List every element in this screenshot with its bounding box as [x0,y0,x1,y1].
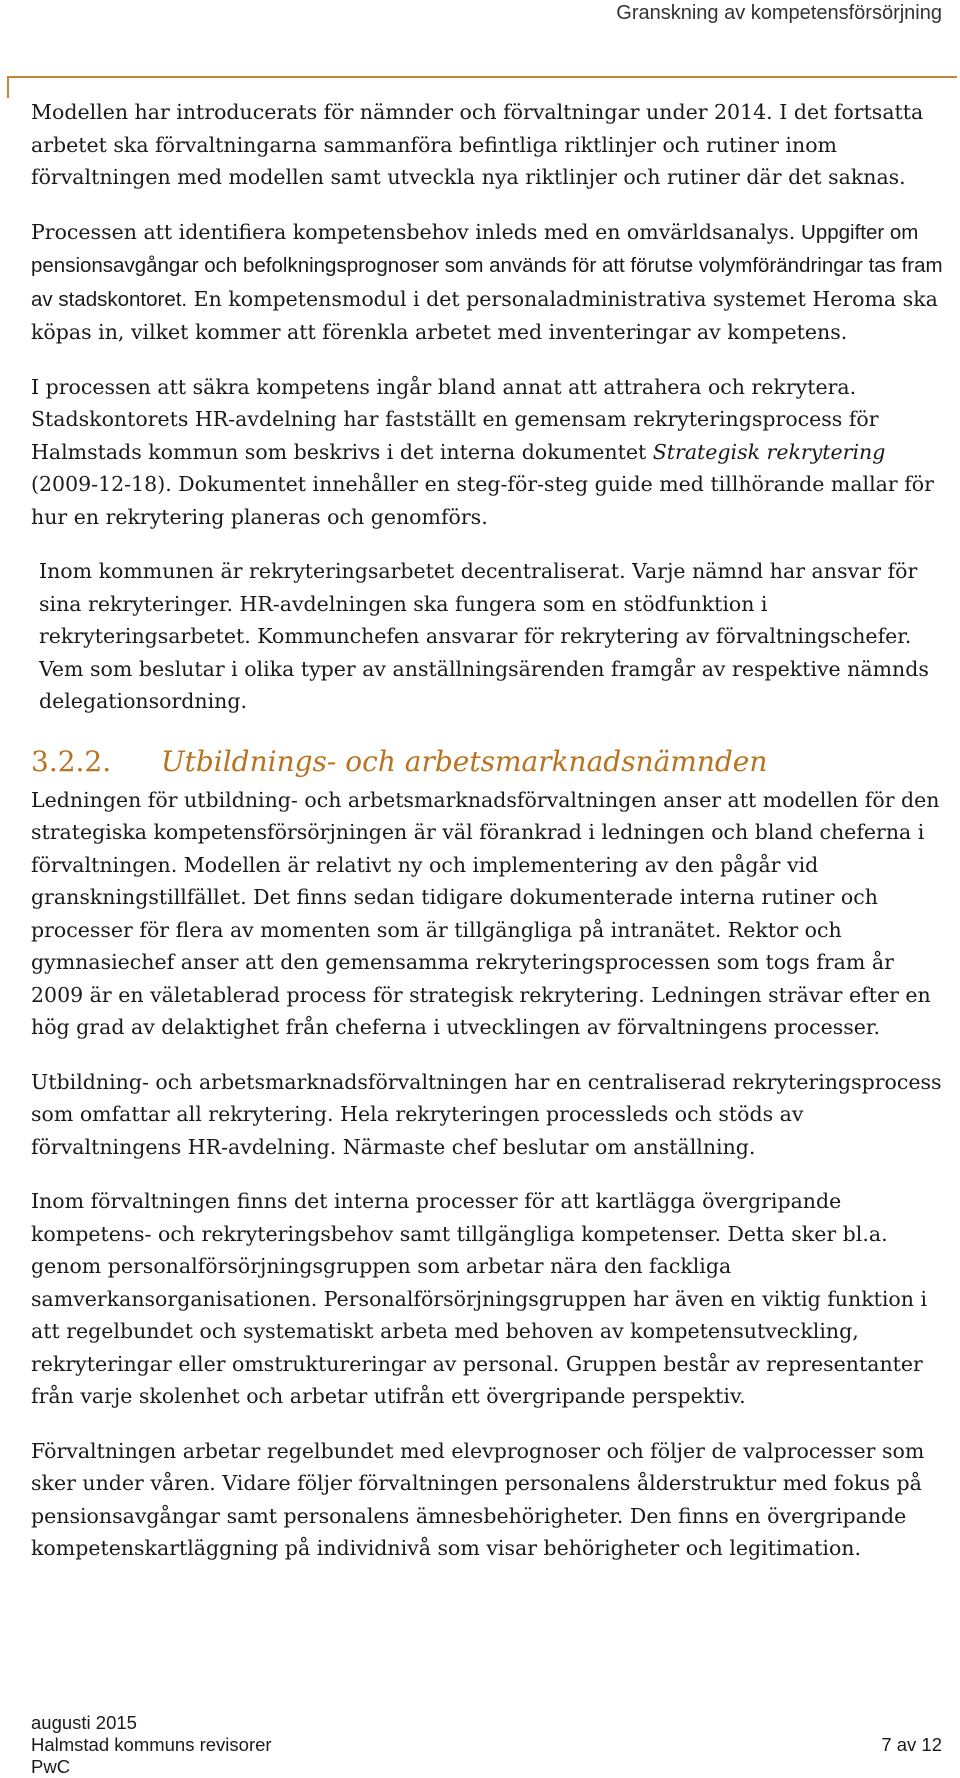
header-rule-corner [7,76,9,98]
page-number: 7 av 12 [881,1734,942,1755]
paragraph-text: Processen att identifiera kompetensbehov inleds med en omvärldsanalys. [31,219,796,244]
header-rule [7,76,957,78]
section-number: 3.2.2. [31,744,112,778]
paragraph-text: I processen att säkra kompetens ingår bland annat att attrahera och rekrytera. Stadskontorets HR-avdelning har fastställt en gemensam rekryteringsprocess för Halmstads kommun som beskrivs i det interna dokumentet [31,374,879,464]
footer-organisation: Halmstad kommuns revisorer [31,1734,272,1755]
paragraph-decentralised: Inom kommunen är rekryteringsarbetet decentraliserat. Varje nämnd har ansvar för sina rekryteringer. HR-avdelningen ska fungera som en stödfunktion i rekryteringsarbetet. Kommunchefen ansvarar för rekrytering av förvaltningschefer. Vem som beslutar i olika typer av anställningsärenden framgår av respektive nämnds delegationsordning. [39,559,929,713]
paragraph-text: (2009-12-18). Dokumentet innehåller en steg-för-steg guide med tillhörande mallar för hur en rekrytering planeras och genomförs. [31,472,934,529]
paragraph-centralised: Utbildning- och arbetsmarknadsförvaltningen har en centraliserad rekryteringsprocess som omfattar all rekrytering. Hela rekryteringen processleds och stöds av förvaltningens HR-avdelning. Närmaste chef beslutar om anställning. [31,1069,942,1159]
paragraph-text-sans: Uppgifter om pensionsavgångar och befolkningsprognoser som används för att förutse volymförändringar tas fram av stadskontoret. [31,220,943,311]
page-content [31,96,946,1587]
section-heading [31,744,946,780]
paragraph-leadership: Ledningen för utbildning- och arbetsmarknadsförvaltningen anser att modellen för den strategiska kompetensförsörjningen är väl förankrad i ledningen och bland cheferna i förvaltningen. Modellen är relativt ny och implementering av den pågår vid granskningstillfället. Det finns sedan tidigare dokumenterade interna rutiner och processer för flera av momenten som är tillgängliga på intranätet. Rektor och gymnasiechef anser att den gemensamma rekryteringsprocessen som togs fram år 2009 är en väletablerad process för strategisk rekrytering. Ledningen strävar efter en hög grad av delaktighet från cheferna i utvecklingen av förvaltningens processer. [31,787,940,1039]
paragraph-model-introduction: Modellen har introducerats för nämnder och förvaltningar under 2014. I det fortsatta arbetet ska förvaltningarna sammanföra befintliga riktlinjer och rutiner inom förvaltningen med modellen samt utveckla nya riktlinjer och rutiner där det saknas. [31,100,924,189]
paragraph-recruitment-process [31,371,946,534]
running-header: Granskning av kompetensförsörjning [616,2,942,24]
section-title: Utbildnings- och arbetsmarknadsnämnden [161,744,768,778]
footer-firm: PwC [31,1756,71,1777]
paragraph-internal-processes: Inom förvaltningen finns det interna processer för att kartlägga övergripande kompetens- och rekryteringsbehov samt tillgängliga kompetenser. Detta sker bl.a. genom personalförsörjningsgruppen som arbetar nära den fackliga samverkansorganisationen. Personalförsörjningsgruppen har även en viktig funktion i att regelbundet och systematiskt arbeta med behoven av kompetensutveckling, rekryteringar eller omstruktureringar av personal. Gruppen består av representanter från varje skolenhet och arbetar utifrån ett övergripande perspektiv. [31,1189,928,1408]
paragraph-text: En kompetensmodul i det personaladministrativa systemet Heroma ska köpas in, vilket kommer att förenkla arbetet med inventeringar av kompetens. [31,286,938,344]
paragraph-competence-needs [31,216,946,349]
paragraph-forecasts: Förvaltningen arbetar regelbundet med elevprognoser och följer de valprocesser som sker under våren. Vidare följer förvaltningen personalens ålderstruktur med fokus på pensionsavgångar samt personalens ämnesbehörigheter. Den finns en övergripande kompetenskartläggning på individnivå som visar behörigheter och legitimation. [31,1438,925,1560]
footer-date: augusti 2015 [31,1712,137,1733]
page-footer [31,1712,942,1778]
document-title-italic: Strategisk rekrytering [652,439,886,464]
